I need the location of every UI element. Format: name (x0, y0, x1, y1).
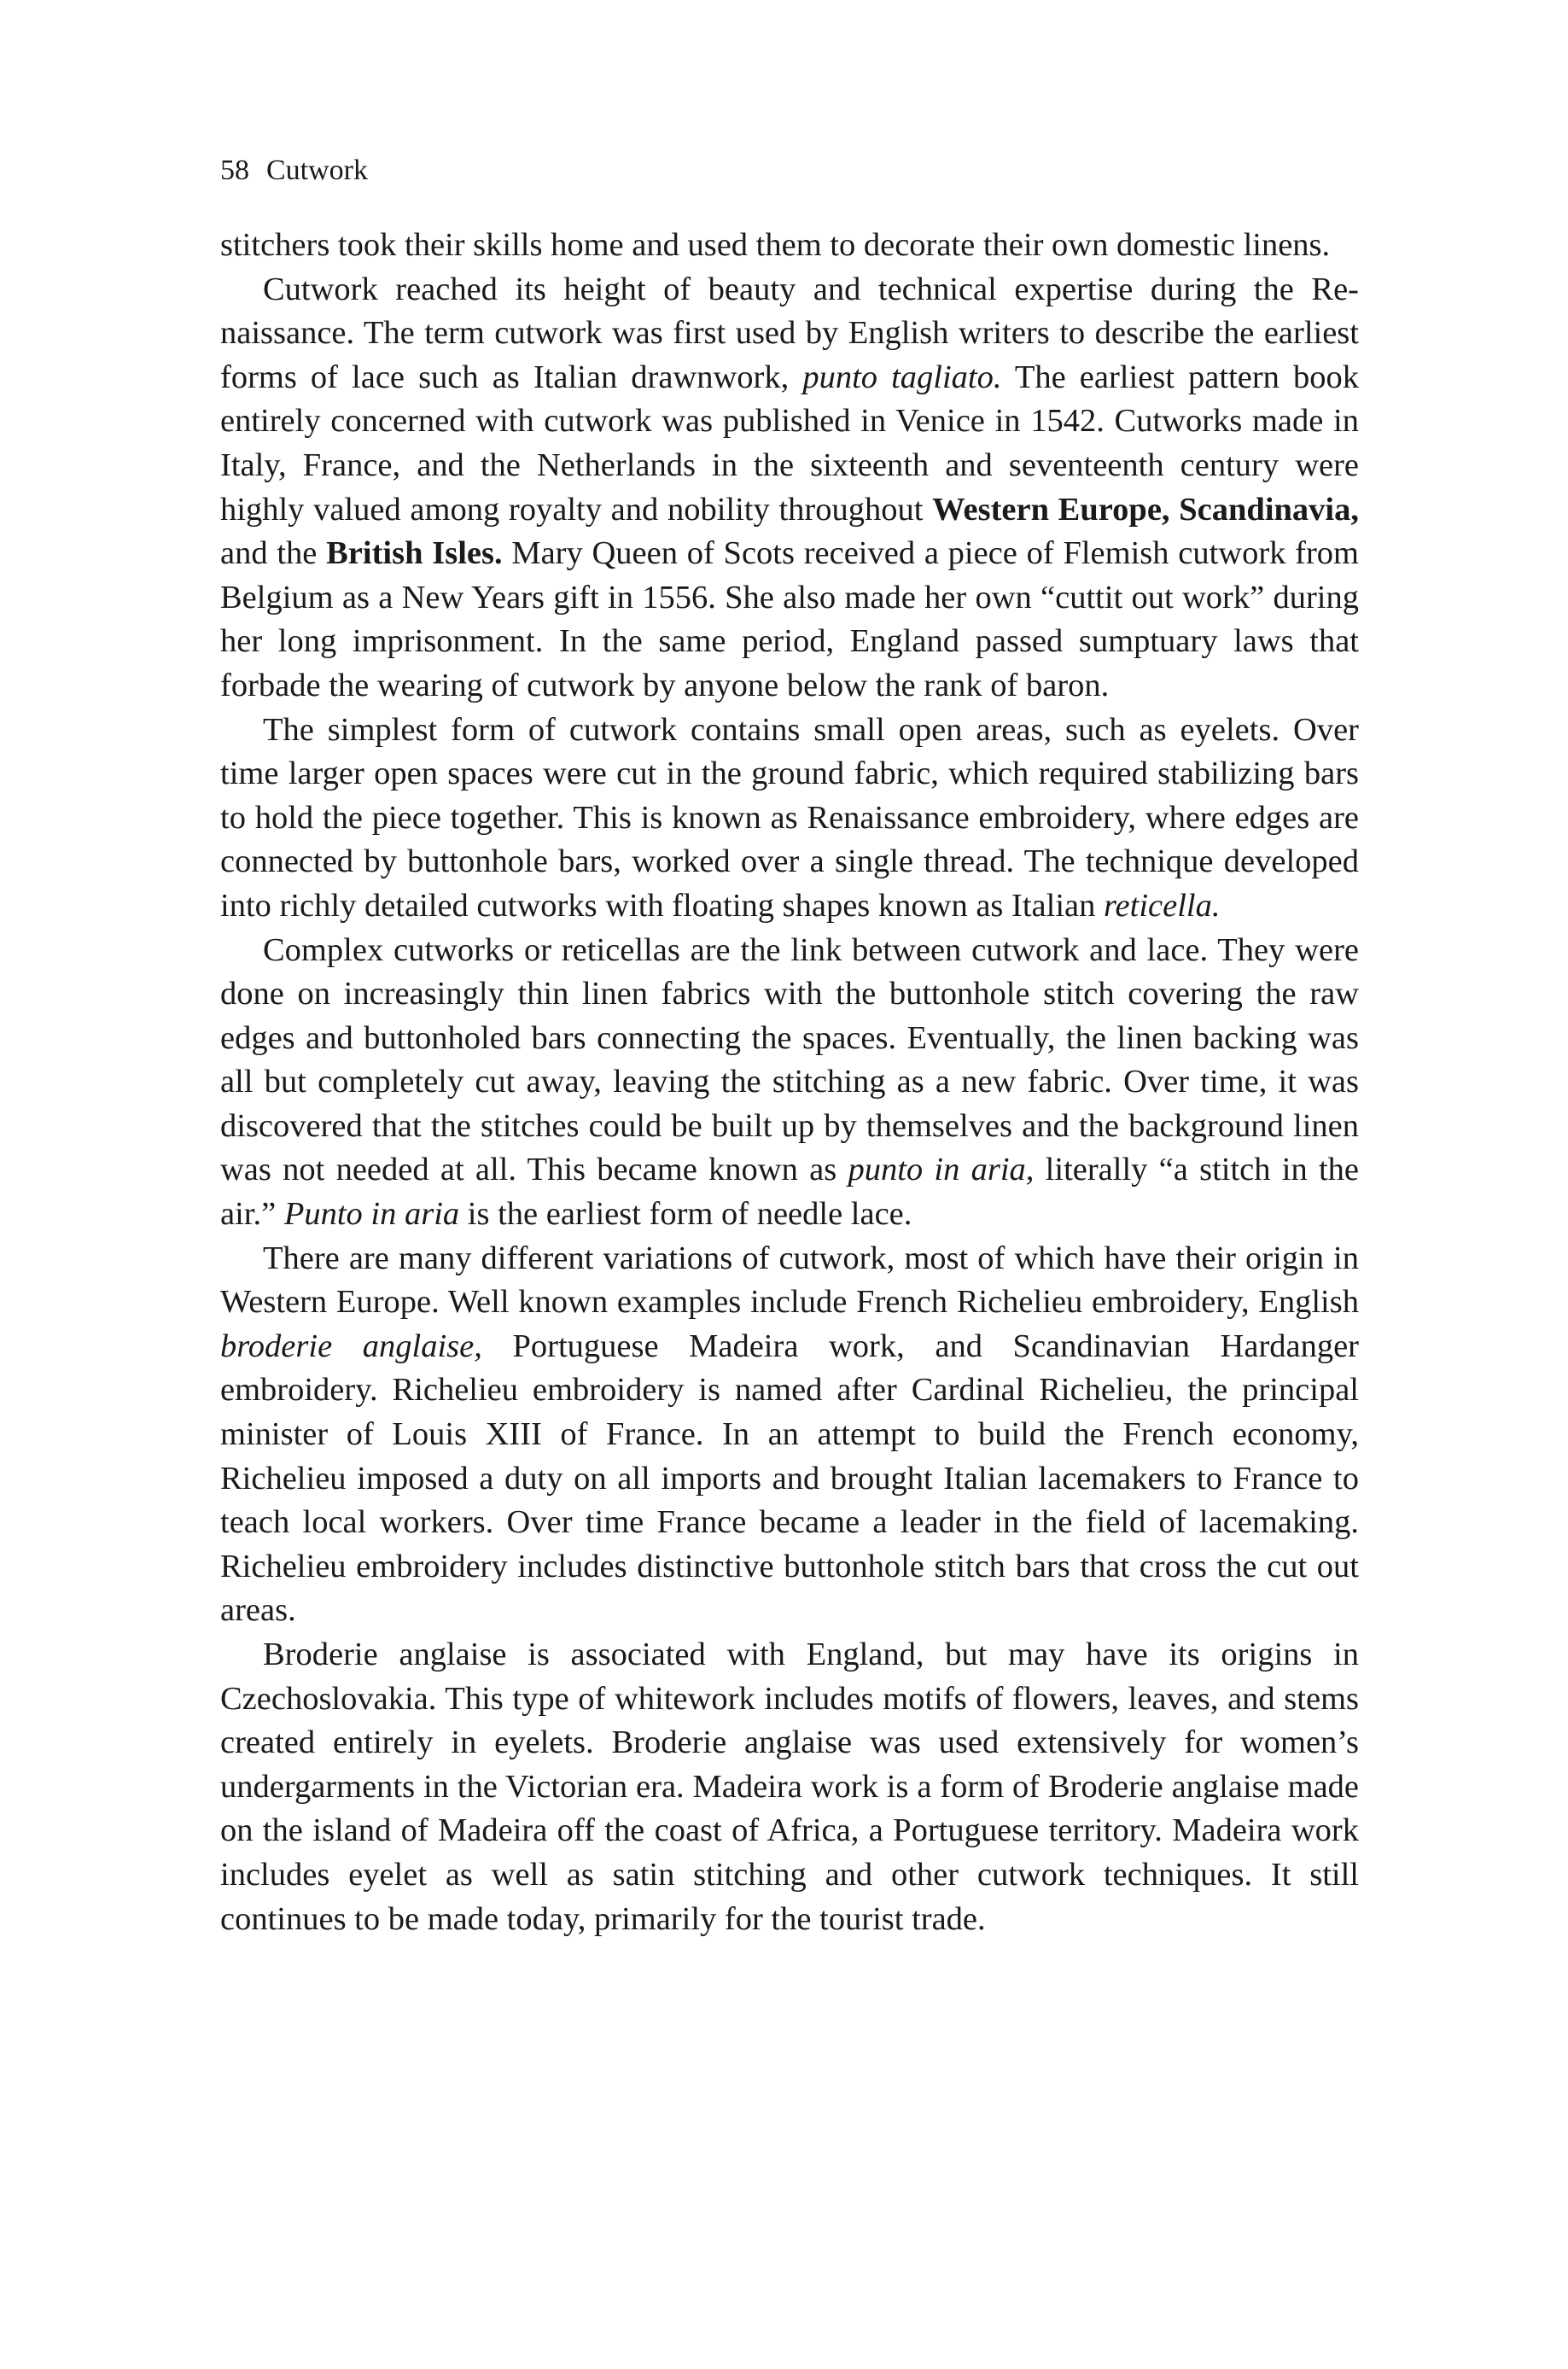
paragraph-4 (220, 929, 1359, 1237)
italic-term: punto tagliato. (802, 359, 1002, 395)
running-title: Cutwork (266, 155, 368, 186)
paragraph-text: and the (220, 535, 327, 572)
paragraph-text: The simplest form of cutwork contains small open areas, such as eyelets. Over time larger open spaces were cut in the ground fabric, which required stabilizing bars to hold the piece together. This is known as Renaissance embroidery, where edges are connected by buttonhole bars, worked over a single thread. The technique developed into richly detailed cutworks with floating shapes known as Italian (220, 711, 1359, 924)
paragraph-text: There are many different variations of cutwork, most of which have their origin in Western Europe. Well known examples include French Richelieu embroidery, English (220, 1240, 1359, 1321)
paragraph-5 (220, 1237, 1359, 1633)
italic-term: broderie anglaise, (220, 1327, 482, 1364)
paragraph-text: Cutwork reached its height of beauty and technical expertise during the Renaissance. The term cutwork was first used by English writers to describe the earliest forms of lace such as Italian drawnwork, (220, 271, 1359, 395)
page-number: 58 (220, 155, 249, 186)
paragraph-text: literally “a stitch in the air.” (220, 1152, 1359, 1233)
italic-term: reticella. (1104, 887, 1221, 924)
bold-term: Western Europe, Scandinavia, (932, 491, 1359, 528)
paragraph-2 (220, 268, 1359, 709)
paragraph-text: The earliest pattern book entirely concerned with cutwork was published in Venice in 1542. Cutworks made in Italy, France, and the Netherlands in the sixteenth and seventeenth century were highly valued among royalty and nobility throughout (220, 359, 1359, 528)
bold-term: British Isles. (326, 535, 503, 572)
paragraph-text: is the earliest form of needle lace. (459, 1196, 912, 1233)
body-text (220, 224, 1359, 1941)
paragraph-text: Broderie anglaise is associated with England, but may have its origins in Czechoslovakia. This type of whitework includes motifs of flowers, leaves, and stems created entirely in eyelets. Broderie anglaise was used extensively for women’s undergarments in the Victorian era. Madeira work is a form of Broderie anglaise made on the island of Madeira off the coast of Africa, a Portuguese territory. Madeira work includes eyelet as well as satin stitching and other cutwork techniques. It still continues to be made today, primarily for the tourist trade. (220, 1637, 1359, 1937)
italic-term: punto in aria, (848, 1152, 1035, 1188)
paragraph-text: Portuguese Madeira work, and Scandinavian Hardanger embroidery. Richelieu embroidery is named after Cardinal Richelieu, the principal minister of Louis XIII of France. In an attempt to build the French economy, Richelieu imposed a duty on all imports and brought Italian lacemakers to France to teach local workers. Over time France became a leader in the field of lacemaking. Richelieu embroidery includes distinctive buttonhole stitch bars that cross the cut out areas. (220, 1327, 1360, 1629)
paragraph-6 (220, 1633, 1359, 1941)
paragraph-text: Mary Queen of Scots received a piece of Flemish cutwork from Belgium as a New Years gift in 1556. She also made her own “cuttit out work” during her long imprisonment. In the same period, England passed sumptuary laws that forbade the wearing of cutwork by anyone below the rank of baron. (220, 535, 1360, 703)
paragraph-text: Complex cutworks or reticellas are the link between cutwork and lace. They were done on increasingly thin linen fabrics with the buttonhole stitch covering the raw edges and buttonholed bars connecting the spaces. Eventually, the linen backing was all but completely cut away, leaving the stitching as a new fabric. Over time, it was discovered that the stitches could be built up by themselves and the background linen was not needed at all. This became known as (220, 931, 1359, 1188)
paragraph-1 (220, 224, 1359, 268)
paragraph-3 (220, 709, 1359, 929)
running-header (220, 152, 368, 190)
italic-term: Punto in aria (283, 1196, 460, 1233)
paragraph-text: stitchers took their skills home and used them to decorate their own domestic linens. (220, 227, 1331, 263)
